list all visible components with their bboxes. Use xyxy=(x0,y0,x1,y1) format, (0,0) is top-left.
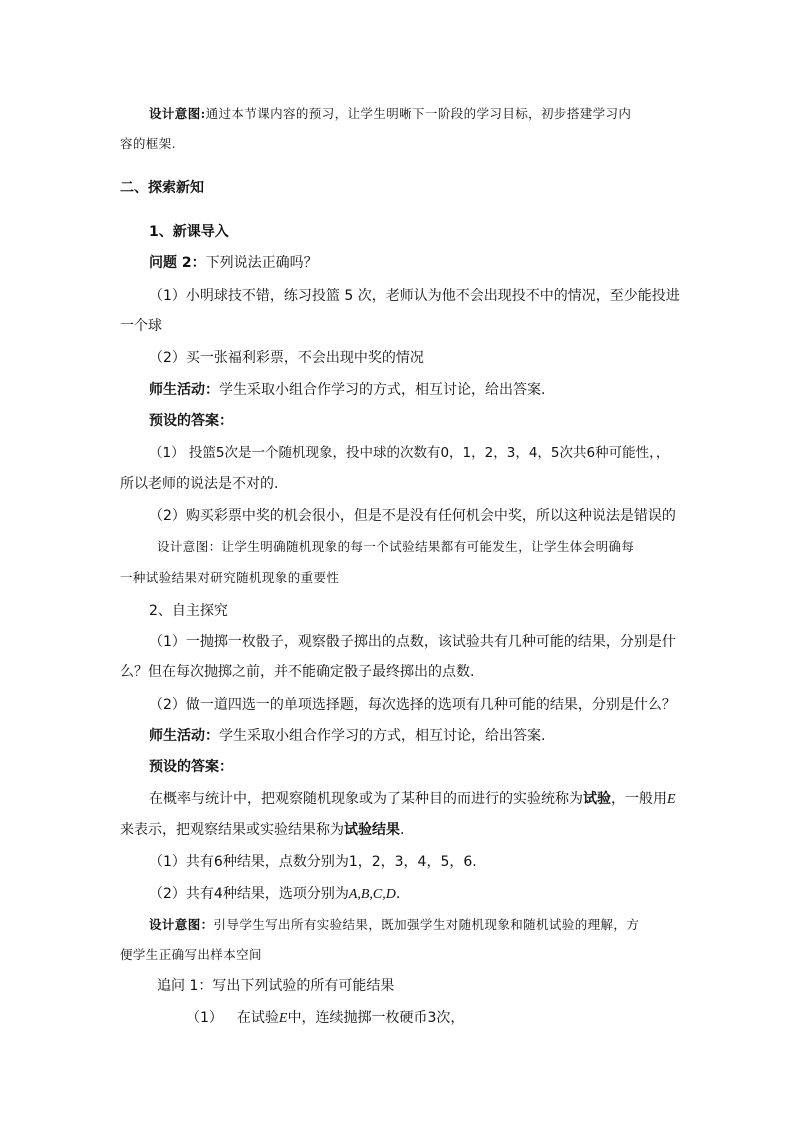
answer-1-line-1: （1） 投篮5次是一个随机现象，投中球的次数有0，1，2，3，4，5次共6种可能性，， xyxy=(149,445,670,461)
question-text: 下列说法正确吗？ xyxy=(205,255,318,271)
followup-item-text-b: 中，连续抛掷一枚硬币3次， xyxy=(287,1010,465,1026)
result-2-text: （2）共有4种结果，选项分别为 xyxy=(149,886,349,902)
definition-line-1 xyxy=(149,789,676,810)
term-trial-result: 试验结果 xyxy=(344,822,400,838)
activity-text: 学生采取小组合作学习的方式，相互讨论，给出答案. xyxy=(219,382,546,398)
followup-text: 写出下列试验的所有可能结果 xyxy=(212,978,395,994)
teacher-student-activity-2 xyxy=(149,726,545,746)
definition-text-c: 来表示，把观察结果或实验结果称为 xyxy=(120,822,344,838)
subsection-heading-intro: 1、新课导入 xyxy=(149,224,229,240)
definition-period: . xyxy=(400,822,405,838)
design-intent-line-1 xyxy=(149,104,631,124)
term-trial: 试验 xyxy=(583,791,611,807)
explore-q2: （2）做一道四选一的单项选择题，每次选择的选项有几种可能的结果，分别是什么？ xyxy=(149,697,676,713)
activity-label: 师生活动： xyxy=(149,382,219,398)
design-intent-2-line-1: 设计意图：让学生明确随机现象的每一个试验结果都有可能发生，让学生体会明确每 xyxy=(157,539,635,554)
preset-answer-label: 预设的答案： xyxy=(149,413,233,429)
design-intent-3-line-2: 便学生正确写出样本空间 xyxy=(120,947,262,962)
activity-label-2: 师生活动： xyxy=(149,728,219,744)
activity-text-2: 学生采取小组合作学习的方式，相互讨论，给出答案. xyxy=(219,728,546,744)
explore-q1-line-1: （1）一抛掷一枚骰子，观察骰子掷出的点数，该试验共有几种可能的结果，分别是什 xyxy=(149,634,676,650)
section-heading: 二、探索新知 xyxy=(120,180,204,196)
followup-item-text-a: 在试验 xyxy=(236,1010,279,1026)
answer-1-line-2: 所以老师的说法是不对的. xyxy=(120,476,279,492)
preset-answer-label-2: 预设的答案： xyxy=(149,759,233,775)
explore-q1-line-2: 么？但在每次抛掷之前，并不能确定骰子最终掷出的点数. xyxy=(120,664,475,680)
design-intent-label: 设计意图: xyxy=(149,106,206,121)
design-intent-line-2: 容的框架. xyxy=(120,136,176,151)
followup-item-1 xyxy=(186,1008,464,1029)
followup-label: 追问 1： xyxy=(157,978,213,994)
design-intent-3-text: 引导学生写出所有实验结果，既加强学生对随机现象和随机试验的理解，方 xyxy=(213,917,640,932)
statement-2: （2）买一张福利彩票，不会出现中奖的情况 xyxy=(149,350,424,366)
result-2-options: A,B,C,D xyxy=(348,887,396,902)
result-2-period: . xyxy=(395,886,401,902)
variable-e: E xyxy=(667,792,676,807)
question-2 xyxy=(149,253,318,273)
statement-1-line-2: 一个球 xyxy=(120,318,162,334)
question-label: 问题 2： xyxy=(149,255,206,271)
teacher-student-activity xyxy=(149,380,545,400)
design-intent-text: 通过本节课内容的预习，让学生明晰下一阶段的学习目标，初步搭建学习内 xyxy=(205,106,632,121)
design-intent-3-label: 设计意图： xyxy=(149,917,214,932)
subsection-heading-explore: 2、自主探究 xyxy=(149,603,228,619)
answer-2: （2）购买彩票中奖的机会很小，但是不是没有任何机会中奖，所以这种说法是错误的 xyxy=(149,508,676,524)
followup-question xyxy=(157,976,394,996)
definition-line-2 xyxy=(120,820,404,840)
design-intent-3-line-1 xyxy=(149,915,639,935)
statement-1-line-1: （1）小明球技不错，练习投篮 5 次，老师认为他不会出现投不中的情况，至少能投进 xyxy=(149,288,680,304)
definition-text-b: ，一般用 xyxy=(611,791,667,807)
design-intent-2-line-2: 一种试验结果对研究随机现象的重要性 xyxy=(120,570,340,585)
definition-text-a: 在概率与统计中，把观察随机现象或为了某种目的而进行的实验统称为 xyxy=(149,791,583,807)
result-1: （1）共有6种结果，点数分别为1，2，3，4，5，6. xyxy=(149,854,477,870)
result-2 xyxy=(149,884,400,905)
followup-item-number: （1） xyxy=(186,1010,223,1026)
followup-item-variable: E xyxy=(278,1011,288,1026)
